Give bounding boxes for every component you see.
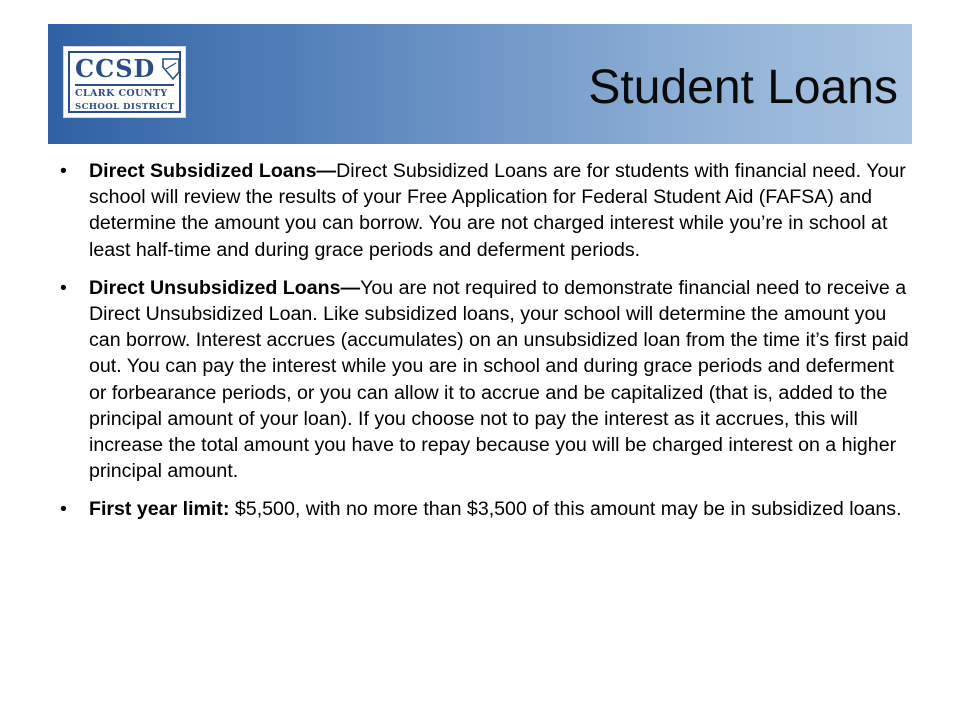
logo-line-2: SCHOOL DISTRICT xyxy=(75,102,175,112)
bullet-text: You are not required to demonstrate financial need to receive a Direct Unsubsidized Loan. Like subsidized loans, your school will determine the amount you can borrow. Interest accrues (accumulates) on an unsubsidized loan from the time it’s first paid out. You can pay the interest while you are in school and during grace periods and deferment or forbearance periods, or you can allow it to accrue and be capitalized (that is, added to the principal amount of your loan). If you choose not to pay the interest as it accrues, this will increase the total amount you have to repay because you will be charged interest on a higher principal amount. xyxy=(89,276,909,483)
bullet-dot: • xyxy=(60,160,67,182)
logo-rule xyxy=(75,84,174,86)
bullet-term: Direct Subsidized Loans— xyxy=(89,160,337,182)
bullet-text: Direct Subsidized Loans are for students with financial need. Your school will review the results of your Free Application for Federal Student Aid (FAFSA) and determine the amount you can borrow. You are not charged interest while you’re in school at least half-time and during grace periods and deferment periods. xyxy=(89,160,906,261)
page-title: Student Loans xyxy=(588,61,898,114)
logo-mark: CCSD xyxy=(75,54,156,83)
bullet-term: First year limit: xyxy=(89,498,230,521)
ccsd-logo xyxy=(63,46,186,118)
bullet-text: $5,500, with no more than $3,500 of this amount may be in subsidized loans. xyxy=(229,498,902,521)
bullet-dot: • xyxy=(60,276,67,299)
bullet-list xyxy=(60,158,910,535)
bullet-first-year-limit xyxy=(60,496,910,522)
nevada-state-icon xyxy=(162,58,180,80)
bullet-dot: • xyxy=(60,498,67,521)
bullet-term: Direct Unsubsidized Loans— xyxy=(89,276,361,299)
bullet-direct-subsidized xyxy=(60,158,910,263)
logo-line-1: CLARK COUNTY xyxy=(75,88,168,99)
logo-frame xyxy=(68,51,181,113)
bullet-direct-unsubsidized xyxy=(60,275,910,485)
